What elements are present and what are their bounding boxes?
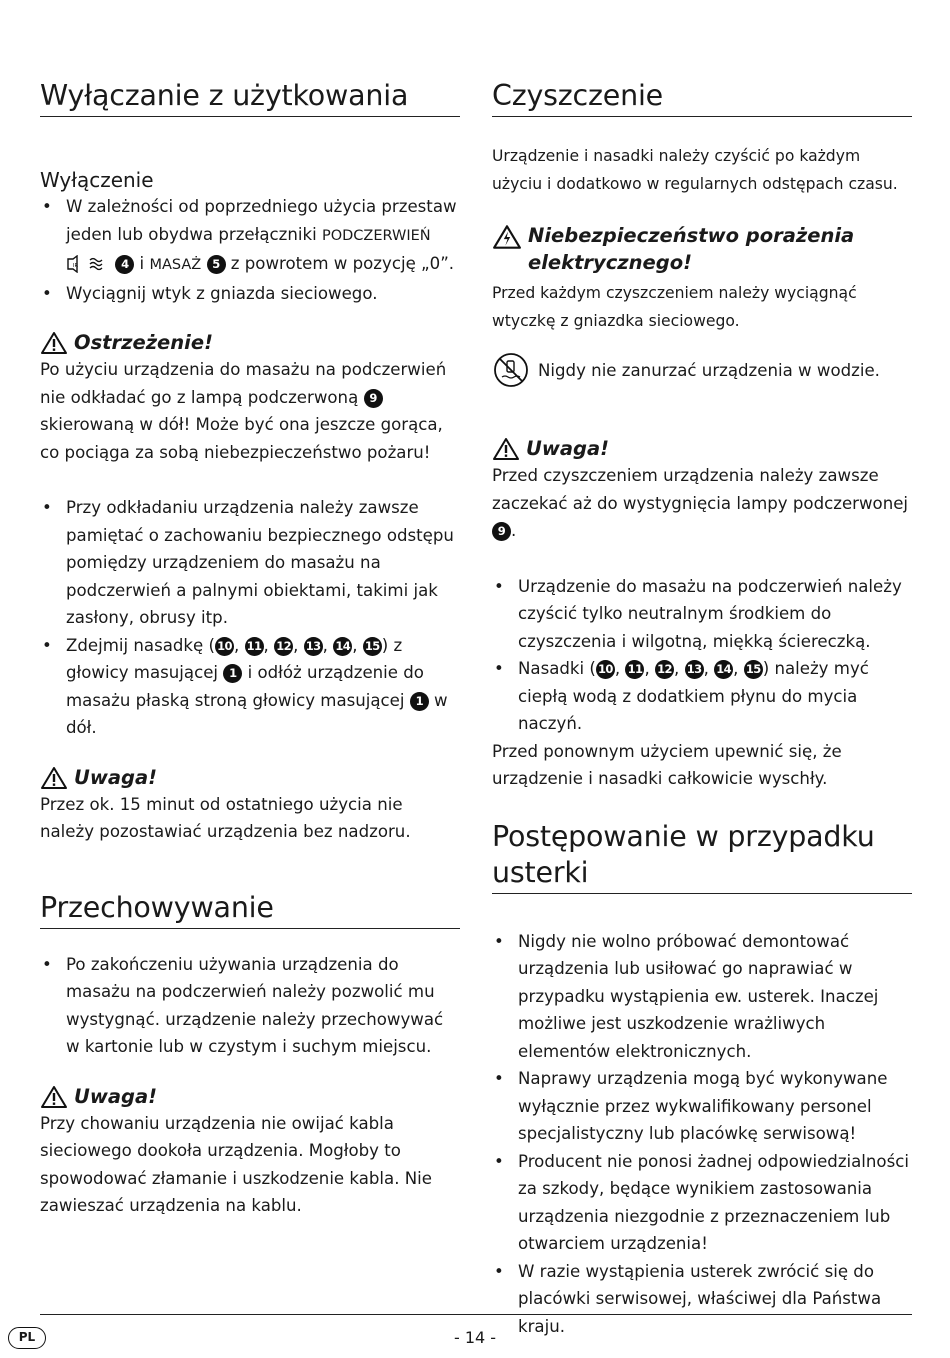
list-item — [40, 193, 460, 280]
text-span: PODCZERWIEŃ — [321, 227, 431, 244]
list-item: • Po zakończeniu używania urządzenia do masażu na podczerwień należy pozwolić mu wystygnąć. urządzenie należy przechowywać w kartonie lub w czystym i suchym miejscu. — [40, 951, 460, 1061]
svg-text:IR: IR — [73, 263, 78, 269]
number-badge-4: 4 — [115, 255, 134, 274]
text-span: ) z głowicy masującej — [66, 635, 403, 682]
number-badge-9: 9 — [364, 389, 383, 408]
text-span: , — [293, 635, 304, 655]
placement-list — [40, 494, 460, 742]
cleaning-intro: Urządzenie i nasadki należy czyścić po każdym użyciu i dodatkowo w regularnych odstępach czasu. — [492, 147, 898, 193]
warning-triangle-icon — [492, 437, 520, 461]
warning-heading — [40, 329, 460, 356]
number-badge: 11 — [245, 637, 264, 656]
number-badge: 15 — [363, 637, 382, 656]
danger-heading — [492, 222, 912, 276]
storage-list — [40, 951, 460, 1061]
warning-triangle-icon — [40, 331, 68, 355]
number-badge-5: 5 — [207, 255, 226, 274]
text-span: z powrotem w pozycję „0”. — [225, 254, 455, 273]
text-span: ) należy myć ciepłą wodą z dodatkiem płynu do mycia naczyń. — [518, 659, 869, 733]
text-span: , — [733, 659, 744, 678]
storage-caution-text: Przy chowaniu urządzenia nie owijać kabla sieciowego dookoła urządzenia. Mogłoby to spowodować złamanie i uszkodzenie kabla. Nie zawieszać urządzenia na kablu. — [40, 1113, 432, 1215]
number-badge: 14 — [333, 637, 352, 656]
text-span: , — [322, 635, 334, 655]
list-item: • Producent nie ponosi żadnej odpowiedzialności za szkody, będące wynikiem zastosowania urządzenia niezgodnie z przeznaczeniem lub otwarciem urządzenia! — [492, 1148, 912, 1258]
cleaning-list — [492, 573, 912, 738]
text-span: Niebezpieczeństwo porażenia elektrycznego! — [528, 224, 855, 274]
number-badge: 14 — [714, 660, 733, 679]
heading-storage: Przechowywanie — [40, 890, 460, 929]
list-item: • Nigdy nie wolno próbować demontować urządzenia lub usiłować go naprawiać w przypadku wystąpienia ew. usterek. Inaczej możliwe jest uszkodzenie wrażliwych elementów elektronicznych. — [492, 928, 912, 1066]
text-span: w dół. — [66, 690, 448, 737]
storage-caution-heading — [40, 1083, 460, 1110]
warning-triangle-icon — [40, 1085, 68, 1109]
cleaning-caution-heading — [492, 435, 912, 462]
number-badge: 12 — [274, 637, 293, 656]
text-span: Przed czyszczeniem urządzenia należy zawsze zaczekać aż do wystygnięcia lampy podczerwonej — [492, 466, 909, 513]
infrared-wave-icon — [66, 255, 110, 273]
list-item: • Przy odkładaniu urządzenia należy zawsze pamiętać o zachowaniu bezpiecznego odstępu pomiędzy urządzeniem do masażu na podczerwień a palnymi obiektami, takimi jak zasłony, obrusy itp. — [40, 494, 460, 632]
number-badge: 11 — [625, 660, 644, 679]
do-not-immerse-icon — [492, 351, 532, 389]
number-badge: 9 — [492, 522, 511, 541]
list-item: • Wyciągnij wtyk z gniazda sieciowego. — [40, 280, 460, 308]
list-item: • Naprawy urządzenia mogą być wykonywane wyłącznie przez wykwalifikowany personel specjalistyczny lub placówkę serwisową! — [492, 1065, 912, 1148]
text-span: , — [233, 635, 245, 655]
caution-text: Przez ok. 15 minut od ostatniego użycia nie należy pozostawiać urządzenia bez nadzoru. — [40, 794, 411, 841]
footer-divider — [40, 1314, 912, 1315]
page-number: - 14 - — [453, 1328, 497, 1347]
text-span: MASAŻ — [149, 257, 202, 273]
text-span: Zdejmij nasadkę ( — [66, 635, 215, 655]
number-badge: 15 — [744, 660, 763, 679]
text-span: , — [674, 659, 685, 678]
number-badge: 1 — [410, 692, 429, 711]
number-badge: 10 — [215, 637, 234, 656]
text-span: skierowaną w dół! Może być ona jeszcze gorąca, co pociąga za sobą niebezpieczeństwo pożaru! — [40, 415, 443, 462]
left-column — [40, 78, 460, 1220]
number-badge: 13 — [304, 637, 323, 656]
number-badge: 1 — [223, 664, 242, 683]
text-span: W zależności od poprzedniego użycia przestaw jeden lub obydwa przełączniki — [66, 197, 457, 244]
text-span: Nigdy nie zanurzać urządzenia w wodzie. — [538, 360, 880, 380]
text-span: , — [644, 659, 656, 678]
danger-text: Przed każdym czyszczeniem należy wyciągnąć wtyczkę z gniazdka sieciowego. — [492, 284, 857, 330]
text-span: i — [134, 254, 150, 273]
heading-decommission: Wyłączanie z użytkowania — [40, 78, 460, 117]
text-span: Uwaga! — [74, 765, 158, 789]
list-item: • Urządzenie do masażu na podczerwień należy czyścić tylko neutralnym środkiem do czyszczenia i wilgotną, miękką ściereczką. — [492, 573, 912, 656]
text-span: , — [614, 659, 626, 678]
text-span: , — [263, 635, 275, 655]
number-badge: 13 — [685, 660, 704, 679]
water-notice — [492, 351, 912, 389]
text-span: , — [352, 635, 363, 655]
warning-text — [40, 356, 460, 466]
list-item: • W razie wystąpienia usterek zwrócić się do placówki serwisowej, właściwej dla Państwa kraju. — [492, 1258, 912, 1341]
text-span: Nasadki ( — [518, 659, 596, 678]
heading-troubleshooting: Postępowanie w przypadku usterki — [492, 819, 912, 894]
text-span: Ostrzeżenie! — [74, 331, 213, 354]
cleaning-after-text: Przed ponownym użyciem upewnić się, że urządzenie i nasadki całkowicie wyschły. — [492, 741, 842, 788]
caution-heading — [40, 764, 460, 791]
number-badge: 10 — [596, 660, 615, 679]
electric-hazard-icon — [492, 224, 522, 250]
text-span: Uwaga! — [526, 437, 610, 460]
list-item — [40, 632, 460, 742]
warning-triangle-icon — [40, 766, 68, 790]
language-badge: PL — [8, 1327, 46, 1349]
switch-off-list — [40, 193, 460, 307]
list-item — [492, 655, 912, 738]
text-span: Po użyciu urządzenia do masażu na podczerwień nie odkładać go z lampą podczerwoną — [40, 360, 447, 407]
text-span: , — [703, 659, 715, 678]
text-span: Uwaga! — [74, 1084, 158, 1108]
troubleshooting-list — [492, 928, 912, 1341]
cleaning-caution-text — [492, 462, 912, 545]
text-span: . — [511, 521, 517, 540]
subheading-switch-off: Wyłączenie — [40, 168, 154, 192]
right-column — [492, 78, 912, 1340]
heading-cleaning: Czyszczenie — [492, 78, 912, 117]
text-span: i odłóż urządzenie do masażu płaską stroną głowicy masującej — [66, 663, 424, 710]
number-badge: 12 — [655, 660, 674, 679]
